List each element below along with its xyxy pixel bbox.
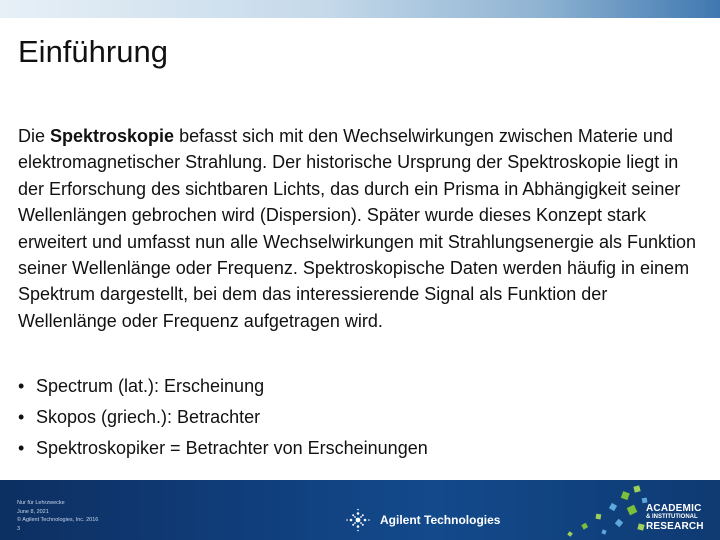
academic-line2: & INSTITUTIONAL — [646, 514, 698, 520]
footer-info-line: 3 — [17, 525, 21, 532]
bullet-text: Skopos (griech.): Betrachter — [36, 407, 261, 427]
paragraph-bold-term: Spektroskopie — [50, 126, 175, 146]
bullet-dot: • — [18, 407, 25, 427]
intro-paragraph — [18, 123, 698, 334]
footer-info-line: Nur für Lehrzwecke — [17, 500, 65, 506]
footer-info-line: © Agilent Technologies, Inc. 2016 — [17, 517, 99, 523]
bullet-text: Spectrum (lat.): Erscheinung — [36, 376, 265, 396]
list-item — [18, 404, 698, 435]
paragraph-intro: Die — [18, 126, 51, 146]
decorative-squares — [560, 484, 650, 540]
bullet-dot: • — [18, 376, 25, 396]
company-name: Agilent Technologies — [380, 513, 501, 527]
paragraph-rest: befasst sich mit den Wechselwirkungen zwischen Materie und elektromagnetischer Strahlung. Der historische Ursprung der Spektroskopie liegt in der Erforschung des sichtbaren Lichts, das durch ein Prisma in Abhängigkeit seiner Wellenlängen gebrochen wird (Dispersion). Später wurde dieses Konzept stark erweitert und umfasst nun alle Wechselwirkungen mit Strahlungsenergie als Funktion seiner Wellenlänge oder Frequenz. Spektroskopische Daten werden häufig in einem Spektrum dargestellt, bei dem das interessierende Signal als Funktion der Wellenlänge oder Frequenz aufgetragen wird. — [18, 126, 697, 331]
list-item — [18, 435, 698, 466]
academic-line3: RESEARCH — [646, 521, 704, 532]
academic-research-label — [646, 503, 714, 532]
slide-title: Einführung — [18, 34, 168, 69]
academic-line1: ACADEMIC — [646, 503, 702, 514]
footer-info — [17, 499, 98, 533]
list-item — [18, 373, 698, 404]
bullet-list — [18, 373, 698, 466]
agilent-spark-icon — [345, 508, 371, 532]
footer-info-line: June 8, 2021 — [17, 508, 49, 515]
bullet-text: Spektroskopiker = Betrachter von Erscheinungen — [36, 438, 428, 458]
bullet-dot: • — [18, 438, 25, 458]
header-gradient-band — [0, 0, 720, 18]
